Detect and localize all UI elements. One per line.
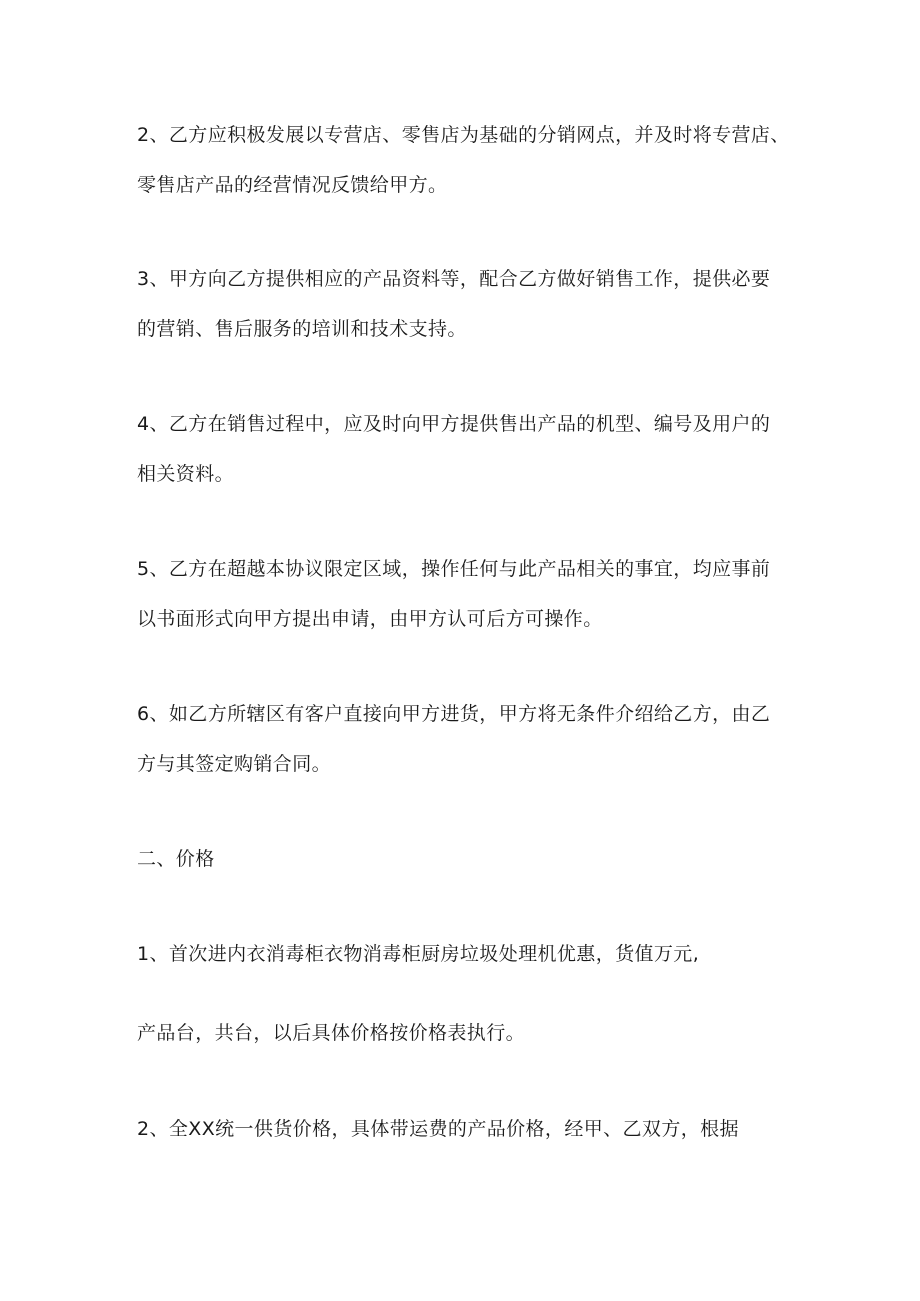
clause-3-line-2: 的营销、售后服务的培训和技术支持。: [137, 318, 467, 340]
price-clause-1-line-2: 产品台，共台，以后具体价格按价格表执行。: [137, 1022, 526, 1044]
clause-4-line-1: 4、乙方在销售过程中，应及时向甲方提供售出产品的机型、编号及用户的: [137, 413, 771, 435]
price-clause-2-line-1: 2、全XX统一供货价格，具体带运费的产品价格，经甲、乙双方，根据: [137, 1118, 739, 1140]
clause-3-line-1: 3、甲方向乙方提供相应的产品资料等，配合乙方做好销售工作，提供必要: [137, 268, 771, 290]
clause-6-line-1: 6、如乙方所辖区有客户直接向甲方进货，甲方将无条件介绍给乙方，由乙: [137, 703, 771, 725]
clause-4-line-2: 相关资料。: [137, 463, 235, 485]
clause-2-line-1: 2、乙方应积极发展以专营店、零售店为基础的分销网点，并及时将专营店、: [137, 124, 790, 146]
clause-6-line-2: 方与其签定购销合同。: [137, 753, 332, 775]
clause-2-line-2: 零售店产品的经营情况反馈给甲方。: [137, 174, 448, 196]
section-heading-price: 二、价格: [137, 848, 215, 870]
clause-5-line-1: 5、乙方在超越本协议限定区域，操作任何与此产品相关的事宜，均应事前: [137, 558, 771, 580]
clause-5-line-2: 以书面形式向甲方提出申请，由甲方认可后方可操作。: [137, 608, 603, 630]
price-clause-1-line-1: 1、首次进内衣消毒柜衣物消毒柜厨房垃圾处理机优惠，货值万元,: [137, 943, 700, 965]
